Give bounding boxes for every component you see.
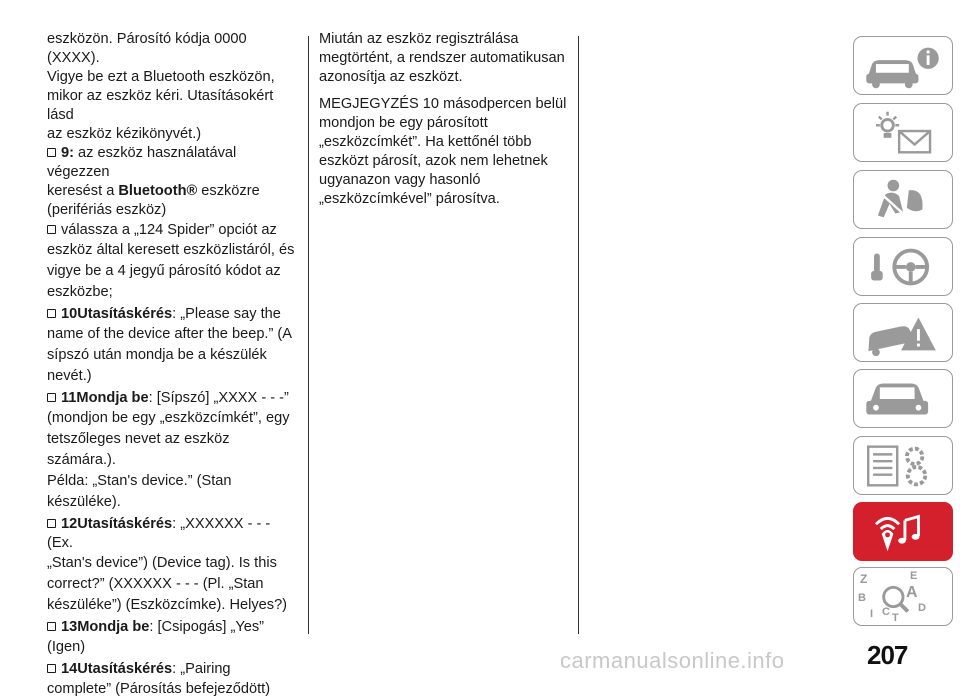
warning-lights-icon <box>854 104 952 161</box>
step-13: 13Mondja be: [Csipogás] „Yes” <box>47 618 297 637</box>
checkbox-icon <box>47 622 56 631</box>
tab-warning-lights[interactable] <box>853 103 953 162</box>
step-10: 10Utasításkérés: „Please say the <box>47 305 297 324</box>
index-letter: T <box>892 612 899 624</box>
paragraph-note: MEGJEGYZÉS 10 másodpercen belül mondjon be egy párosított „eszközcímkét”. Ha kettőnél több eszközt párosít, azok nem lehetnek ugyanazon vagy hasonló „eszközcímkével” párosítva. <box>319 96 567 207</box>
step-10-line: nevét.) <box>47 368 92 384</box>
intro-line: eszközön. Párosító kódja 0000 (XXXX). <box>47 31 247 66</box>
paragraph-registration: Miután az eszköz regisztrálása megtörtént, a rendszer automatikusan azonosítja az eszközt. <box>319 31 565 85</box>
index-letter: D <box>918 602 926 614</box>
step-11-line: tetszőleges nevet az eszköz számára.). <box>47 431 230 468</box>
step-14: 14Utasításkérés: „Pairing <box>47 660 297 679</box>
index-letter: I <box>870 608 874 620</box>
step-11-line: (mondjon be egy „eszközcímkét”, egy <box>47 410 290 426</box>
tab-multimedia[interactable] <box>853 502 953 561</box>
intro-line: mikor az eszköz kéri. Utasításokért lásd <box>47 88 274 123</box>
step-select: válassza a „124 Spider” opciót az <box>47 221 297 240</box>
step-10-line: name of the device after the beep.” (A <box>47 326 292 342</box>
checkbox-icon <box>47 519 56 528</box>
step-9-line: (perifériás eszköz) <box>47 202 167 218</box>
tab-car-info[interactable] <box>853 36 953 95</box>
checkbox-icon <box>47 393 56 402</box>
intro-line: az eszköz kézikönyvét.) <box>47 126 202 142</box>
step-13-line: (Igen) <box>47 639 86 655</box>
column-divider <box>578 36 579 634</box>
step-14-line: complete” (Párosítás befejeződött) <box>47 681 271 697</box>
gear-document-icon <box>854 437 952 494</box>
safety-icon <box>854 171 952 228</box>
index-letter: A <box>906 584 918 601</box>
index-letters-icon <box>854 568 952 625</box>
step-12-line: correct?” (XXXXXX - - - (Pl. „Stan <box>47 576 264 592</box>
steering-wheel-icon <box>854 238 952 295</box>
step-12-line: készüléke”) (Eszközcímke). Helyes?) <box>47 597 288 613</box>
tab-safety[interactable] <box>853 170 953 229</box>
checkbox-icon <box>47 309 56 318</box>
index-letter: Z <box>860 572 868 586</box>
step-11-line: készüléke). <box>47 494 121 510</box>
tab-emergency[interactable] <box>853 303 953 362</box>
step-12-line: „Stan's device”) (Device tag). Is this <box>47 555 277 571</box>
tab-technical-data[interactable] <box>853 436 953 495</box>
multimedia-icon <box>854 503 952 560</box>
step-select-line: vigye be a 4 jegyű párosító kódot az <box>47 263 281 279</box>
index-letter: C <box>882 606 890 618</box>
right-column <box>319 30 569 209</box>
intro-line: Vigye be ezt a Bluetooth eszközön, <box>47 69 275 85</box>
page-number: 207 <box>867 640 908 670</box>
step-10-line: sípszó után mondja be a készülék <box>47 347 267 363</box>
step-9-line: keresést a Bluetooth® eszközre <box>47 183 260 199</box>
checkbox-icon <box>47 664 56 673</box>
watermark: carmanualsonline.info <box>560 648 785 673</box>
car-front-icon <box>854 370 952 427</box>
checkbox-icon <box>47 225 56 234</box>
step-12: 12Utasításkérés: „XXXXXX - - - (Ex. <box>47 516 271 551</box>
index-letter: B <box>858 592 866 604</box>
step-9: 9: az eszköz használatával végezzen <box>47 145 237 180</box>
left-column <box>47 30 297 700</box>
car-info-icon <box>854 37 952 94</box>
step-11-line: Példa: „Stan's device.” (Stan <box>47 473 232 489</box>
tab-maintenance[interactable] <box>853 369 953 428</box>
checkbox-icon <box>47 148 56 157</box>
tab-index[interactable] <box>853 567 953 626</box>
step-select-line: eszközbe; <box>47 284 113 300</box>
step-11: 11Mondja be: [Sípszó] „XXXX - - -” <box>47 389 297 408</box>
column-divider <box>308 36 309 634</box>
index-letter: E <box>910 570 918 582</box>
step-select-line: eszköz által keresett eszközlistáról, és <box>47 242 295 258</box>
tab-starting-driving[interactable] <box>853 237 953 296</box>
emergency-car-icon <box>854 304 952 361</box>
